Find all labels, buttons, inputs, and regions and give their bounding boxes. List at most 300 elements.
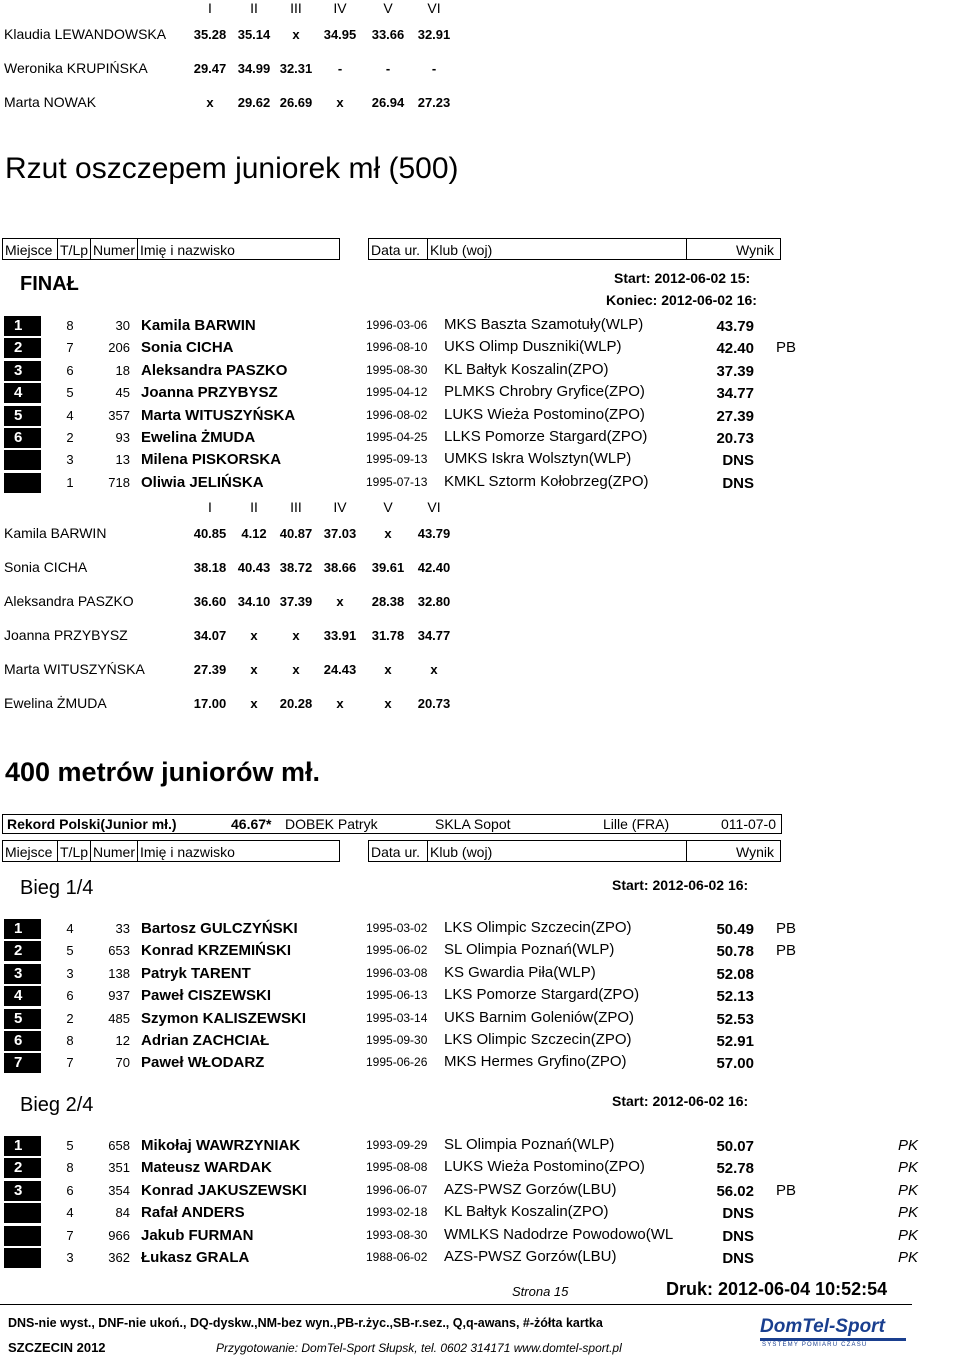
attempt-value: 39.61 (371, 560, 405, 575)
bib-number: 84 (115, 1205, 130, 1221)
lane: 8 (66, 318, 74, 333)
bib-number: 33 (115, 921, 130, 936)
bib-number: 653 (108, 943, 130, 959)
result-row (0, 918, 960, 940)
col-lane: T/Lp (57, 238, 91, 260)
result-row (0, 985, 960, 1007)
col-club: Klub (woj) (427, 840, 687, 862)
athlete-name: Weronika KRUPIŃSKA (4, 60, 148, 76)
domtel-logo (760, 1316, 908, 1350)
lane: 7 (66, 1227, 74, 1243)
result-row (0, 315, 960, 337)
birth-date: 1996-03-08 (366, 965, 428, 980)
attempt-col-label: II (250, 499, 258, 515)
attempt-value: 35.14 (237, 27, 271, 42)
attempt-value: 27.39 (193, 662, 227, 677)
attempt-value: 32.91 (417, 27, 451, 42)
qualification-note: PK (898, 1204, 919, 1222)
attempt-value: x (250, 628, 258, 643)
result: 37.39 (716, 362, 754, 380)
athlete-name: Paweł CISZEWSKI (141, 987, 272, 1005)
attempt-value: 29.62 (237, 95, 271, 110)
end-time: Koniec: 2012-06-02 16: (606, 292, 757, 308)
place-box: 2 (4, 1158, 41, 1178)
club: PLMKS Chrobry Gryfice(ZPO) (444, 383, 645, 401)
col-result: Wynik (686, 238, 781, 260)
result: DNS (722, 474, 754, 492)
athlete-name: Mikołaj WAWRZYNIAK (141, 1137, 301, 1154)
attempt-row (0, 695, 960, 717)
attempt-value: 24.43 (323, 662, 357, 677)
col-club: Klub (woj) (427, 238, 687, 260)
col-dob: Data ur. (368, 238, 428, 260)
print-date: Druk: 2012-06-04 10:52:54 (666, 1279, 888, 1299)
club: AZS-PWSZ Gorzów(LBU) (444, 1180, 617, 1198)
club: LKS Olimpic Szczecin(ZPO) (444, 919, 632, 936)
result-row (0, 1052, 960, 1074)
athlete-name: Łukasz GRALA (141, 1249, 250, 1266)
result-row (0, 940, 960, 962)
attempt-value: 33.66 (371, 27, 405, 42)
place-box (4, 473, 41, 493)
attempt-col-label: III (290, 0, 302, 16)
attempt-value: x (250, 662, 258, 677)
bib-number: 45 (115, 385, 130, 401)
attempt-value: 34.95 (323, 27, 357, 42)
lane: 6 (66, 1182, 74, 1198)
result: DNS (722, 452, 754, 470)
col-result: Wynik (686, 840, 781, 862)
birth-date: 1993-02-18 (366, 1205, 428, 1220)
birth-date: 1993-09-29 (366, 1138, 428, 1152)
result: 52.53 (716, 1010, 754, 1028)
lane: 4 (66, 921, 74, 936)
place-box: 5 (4, 1009, 41, 1029)
col-name: Imię i nazwisko (137, 840, 340, 862)
col-name: Imię i nazwisko (137, 238, 340, 260)
col-bib: Numer (90, 238, 138, 260)
athlete-name: Joanna PRZYBYSZ (4, 627, 128, 643)
athlete-name: Ewelina ŻMUDA (141, 429, 256, 446)
lane: 8 (66, 1033, 74, 1048)
qualification-note: PK (898, 1159, 919, 1177)
attempt-row (0, 559, 960, 581)
club: LKS Pomorze Stargard(ZPO) (444, 986, 640, 1004)
place-box: 2 (4, 941, 41, 961)
athlete-name: Adrian ZACHCIAŁ (141, 1032, 270, 1049)
birth-date: 1995-03-14 (366, 1010, 428, 1025)
attempt-row (0, 593, 960, 615)
attempt-col-label: V (383, 499, 393, 515)
club: MKS Hermes Gryfino(ZPO) (444, 1053, 627, 1071)
result: 34.77 (716, 385, 754, 403)
place-box (4, 450, 41, 470)
lane: 3 (66, 452, 74, 468)
athlete-name: Bartosz GULCZYŃSKI (141, 920, 298, 937)
attempt-value: 26.94 (371, 95, 405, 110)
athlete-name: Aleksandra PASZKO (4, 593, 134, 609)
result: 52.08 (716, 965, 754, 983)
lane: 7 (66, 1055, 74, 1071)
attempt-value: x (250, 696, 258, 711)
birth-date: 1995-08-30 (366, 362, 428, 377)
record-bar (2, 814, 782, 834)
club: WMLKS Nadodrze Powodowo(WL (444, 1225, 674, 1243)
athlete-name: Konrad KRZEMIŃSKI (141, 942, 291, 960)
record-holder: DOBEK Patryk (285, 816, 378, 832)
attempt-value: 27.23 (417, 95, 451, 110)
attempt-value: x (292, 628, 300, 643)
birth-date: 1995-09-30 (366, 1033, 428, 1047)
record-date: 011-07-0 (721, 816, 777, 832)
logo-sub: SYSTEMY POMIARU CZASU (762, 1342, 868, 1348)
place-box: 4 (4, 383, 41, 403)
heat2-start: Start: 2012-06-02 16: (612, 1093, 749, 1109)
club: LLKS Pomorze Stargard(ZPO) (444, 428, 648, 445)
club: LKS Olimpic Szczecin(ZPO) (444, 1031, 632, 1048)
place-box: 1 (4, 1136, 41, 1156)
lane: 1 (66, 474, 74, 490)
birth-date: 1995-08-08 (366, 1160, 428, 1175)
record-club: SKLA Sopot (435, 816, 511, 832)
attempt-value: x (292, 662, 300, 677)
attempt-value: 34.10 (237, 594, 271, 609)
result-row (0, 1247, 960, 1269)
athlete-name: Milena PISKORSKA (141, 451, 282, 469)
result-row (0, 1202, 960, 1224)
club: KS Gwardia Piła(WLP) (444, 963, 596, 981)
birth-date: 1995-04-25 (366, 430, 428, 444)
attempt-row (0, 627, 960, 649)
place-box: 6 (4, 428, 41, 448)
attempt-col-label: IV (333, 0, 347, 16)
attempt-value: 38.18 (193, 560, 227, 575)
birth-date: 1993-08-30 (366, 1227, 428, 1242)
attempt-row (0, 26, 960, 48)
athlete-name: Marta WITUSZYŃSKA (4, 661, 145, 677)
bib-number: 206 (108, 340, 130, 356)
col-lane: T/Lp (57, 840, 91, 862)
attempt-row (0, 661, 960, 683)
col-bib: Numer (90, 840, 138, 862)
attempt-value: - (337, 61, 343, 76)
bib-number: 138 (108, 965, 130, 981)
attempt-value: 38.72 (279, 560, 313, 575)
result-row (0, 382, 960, 404)
birth-date: 1995-06-02 (366, 943, 428, 958)
place-box: 1 (4, 316, 41, 336)
athlete-name: Sonia CICHA (141, 339, 234, 357)
record-note: PB (776, 942, 797, 960)
bib-number: 30 (115, 318, 130, 333)
lane: 5 (66, 1138, 74, 1153)
attempt-col-label: II (250, 0, 258, 16)
attempt-value: 35.28 (193, 27, 227, 42)
result: DNS (722, 1227, 754, 1245)
lane: 2 (66, 430, 74, 445)
athlete-name: Rafał ANDERS (141, 1204, 245, 1222)
place-box: 3 (4, 964, 41, 984)
record-note: PB (776, 1181, 797, 1199)
result-row (0, 1157, 960, 1179)
bib-number: 18 (115, 362, 130, 378)
record-value: 46.67* (231, 816, 272, 832)
result-row (0, 1030, 960, 1052)
event-title-javelin: Rzut oszczepem juniorek mł (500) (5, 152, 459, 185)
record-note: PB (776, 339, 797, 357)
lane: 2 (66, 1010, 74, 1026)
heat1-start: Start: 2012-06-02 16: (612, 877, 749, 893)
attempt-col-label: I (208, 0, 212, 16)
attempt-value: 31.78 (371, 628, 405, 643)
attempt-value: 37.03 (323, 526, 357, 541)
birth-date: 1995-04-12 (366, 385, 428, 400)
place-box: 5 (4, 406, 41, 426)
athlete-name: Kamila BARWIN (4, 525, 107, 541)
club: UKS Barnim Goleniów(ZPO) (444, 1008, 635, 1026)
attempt-value: x (384, 662, 392, 677)
place-box: 1 (4, 919, 41, 939)
athlete-name: Mateusz WARDAK (141, 1159, 272, 1177)
birth-date: 1995-06-26 (366, 1055, 428, 1070)
attempt-value: 40.87 (279, 526, 313, 541)
result-row (0, 337, 960, 359)
result-row (0, 472, 960, 494)
attempt-value: x (430, 662, 438, 677)
attempt-value: 40.85 (193, 526, 227, 541)
result: 42.40 (716, 340, 754, 358)
lane: 4 (66, 1205, 74, 1221)
attempt-value: - (385, 61, 391, 76)
attempt-col-label: III (290, 499, 302, 515)
qualification-note: PK (898, 1137, 919, 1154)
athlete-name: Kamila BARWIN (141, 317, 256, 334)
col-place: Miejsce (2, 238, 58, 260)
bib-number: 12 (115, 1033, 130, 1048)
bib-number: 937 (108, 988, 130, 1004)
athlete-name: Sonia CICHA (4, 559, 88, 575)
record-note: PB (776, 920, 797, 937)
club: UMKS Iskra Wolsztyn(WLP) (444, 450, 632, 468)
attempt-header (0, 499, 960, 521)
result-row (0, 1180, 960, 1202)
footer-divider (0, 1304, 912, 1305)
bib-number: 93 (115, 430, 130, 445)
attempt-col-label: V (383, 0, 393, 16)
start-time: Start: 2012-06-02 15: (614, 270, 751, 286)
attempt-value: x (336, 95, 344, 110)
birth-date: 1995-07-13 (366, 474, 428, 489)
record-place: Lille (FRA) (603, 816, 670, 832)
attempt-row (0, 60, 960, 82)
attempt-value: 26.69 (279, 95, 313, 110)
bib-number: 13 (115, 452, 130, 468)
athlete-name: Joanna PRZYBYSZ (141, 384, 278, 402)
club: KL Bałtyk Koszalin(ZPO) (444, 360, 609, 378)
bib-number: 357 (108, 407, 130, 423)
club: AZS-PWSZ Gorzów(LBU) (444, 1248, 617, 1265)
athlete-name: Klaudia LEWANDOWSKA (4, 26, 167, 42)
attempt-value: 32.31 (279, 61, 313, 76)
lane: 5 (66, 943, 74, 959)
qualification-note: PK (898, 1249, 919, 1266)
athlete-name: Szymon KALISZEWSKI (141, 1009, 307, 1027)
result: DNS (722, 1250, 754, 1267)
attempt-value: 43.79 (417, 526, 451, 541)
result: 50.07 (716, 1138, 754, 1155)
lane: 3 (66, 1250, 74, 1265)
result: 52.78 (716, 1160, 754, 1178)
place-box: 3 (4, 361, 41, 381)
attempt-header (0, 0, 960, 22)
result: 27.39 (716, 407, 754, 425)
lane: 3 (66, 965, 74, 981)
athlete-name: Aleksandra PASZKO (141, 361, 288, 379)
athlete-name: Oliwia JELIŃSKA (141, 473, 264, 491)
attempt-value: 36.60 (193, 594, 227, 609)
athlete-name: Konrad JAKUSZEWSKI (141, 1181, 307, 1199)
result: 52.91 (716, 1033, 754, 1050)
attempt-value: x (336, 594, 344, 609)
result-row (0, 1225, 960, 1247)
athlete-name: Marta NOWAK (4, 94, 97, 110)
result-row (0, 963, 960, 985)
attempt-row (0, 94, 960, 116)
result: 57.00 (716, 1055, 754, 1073)
attempt-value: 34.07 (193, 628, 227, 643)
athlete-name: Ewelina ŻMUDA (4, 695, 107, 711)
attempt-value: 38.66 (323, 560, 357, 575)
record-label: Rekord Polski(Junior mł.) (7, 816, 177, 832)
birth-date: 1996-08-10 (366, 340, 428, 355)
lane: 6 (66, 362, 74, 378)
attempt-value: 20.73 (417, 696, 451, 711)
bib-number: 718 (108, 474, 130, 490)
logo-bar (760, 1338, 906, 1341)
attempt-col-label: VI (427, 499, 441, 515)
result-row (0, 449, 960, 471)
bib-number: 485 (108, 1010, 130, 1026)
col-dob: Data ur. (368, 840, 428, 862)
round-title: FINAŁ (20, 273, 79, 295)
club: SL Olimpia Poznań(WLP) (444, 941, 615, 959)
attempt-value: x (384, 696, 392, 711)
event-title-400m: 400 metrów juniorów mł. (5, 757, 321, 787)
attempt-value: 29.47 (193, 61, 227, 76)
col-place: Miejsce (2, 840, 58, 862)
birth-date: 1995-09-13 (366, 452, 428, 467)
birth-date: 1996-08-02 (366, 407, 428, 422)
birth-date: 1996-03-06 (366, 318, 428, 332)
birth-date: 1995-03-02 (366, 921, 428, 935)
attempt-value: 20.28 (279, 696, 313, 711)
result-row (0, 1135, 960, 1157)
bib-number: 658 (108, 1138, 130, 1153)
attempt-value: x (292, 27, 300, 42)
lane: 6 (66, 988, 74, 1004)
attempt-value: 17.00 (193, 696, 227, 711)
attempt-value: x (206, 95, 214, 110)
club: UKS Olimp Duszniki(WLP) (444, 338, 622, 356)
place-box: 3 (4, 1181, 41, 1201)
attempt-value: 40.43 (237, 560, 271, 575)
place-box (4, 1248, 41, 1268)
club: LUKS Wieża Postomino(ZPO) (444, 1158, 645, 1176)
heat1-title: Bieg 1/4 (20, 877, 94, 899)
lane: 8 (66, 1160, 74, 1176)
attempt-value: 37.39 (279, 594, 313, 609)
athlete-name: Paweł WŁODARZ (141, 1054, 265, 1072)
club: MKS Baszta Szamotuły(WLP) (444, 316, 644, 333)
qualification-note: PK (898, 1226, 919, 1244)
lane: 5 (66, 385, 74, 401)
athlete-name: Jakub FURMAN (141, 1226, 254, 1244)
place-box: 2 (4, 338, 41, 358)
athlete-name: Marta WITUSZYŃSKA (141, 406, 296, 424)
place-box: 6 (4, 1031, 41, 1051)
bib-number: 351 (108, 1160, 130, 1176)
attempt-value: x (336, 696, 344, 711)
heat2-title: Bieg 2/4 (20, 1094, 94, 1116)
lane: 4 (66, 407, 74, 423)
attempt-value: 34.99 (237, 61, 271, 76)
bib-number: 70 (115, 1055, 130, 1071)
result: 20.73 (716, 430, 754, 447)
bib-number: 354 (108, 1182, 130, 1198)
attempt-value: x (384, 526, 392, 541)
logo-text: DomTel-Sport (760, 1316, 885, 1337)
result: 50.49 (716, 921, 754, 938)
bib-number: 362 (108, 1250, 130, 1265)
birth-date: 1988-06-02 (366, 1250, 428, 1264)
bib-number: 966 (108, 1227, 130, 1243)
attempt-col-label: VI (427, 0, 441, 16)
attempt-col-label: I (208, 499, 212, 515)
birth-date: 1996-06-07 (366, 1182, 428, 1197)
footer-prep: Przygotowanie: DomTel-Sport Słupsk, tel. 0602 314171 www.domtel-sport.pl (216, 1341, 622, 1355)
attempt-value: 34.77 (417, 628, 451, 643)
club: KL Bałtyk Koszalin(ZPO) (444, 1203, 609, 1221)
club: KMKL Sztorm Kołobrzeg(ZPO) (444, 472, 649, 490)
place-box: 7 (4, 1053, 41, 1073)
attempt-value: 28.38 (371, 594, 405, 609)
footer-city: SZCZECIN 2012 (8, 1340, 106, 1355)
legend: DNS-nie wyst., DNF-nie ukoń., DQ-dyskw.,NM-bez wyn.,PB-r.życ.,SB-r.sez., Q,q-awans, #-żółta kartka (8, 1316, 603, 1330)
place-box (4, 1226, 41, 1246)
attempt-value: 32.80 (417, 594, 451, 609)
place-box: 4 (4, 986, 41, 1006)
result-row (0, 405, 960, 427)
club: LUKS Wieża Postomino(ZPO) (444, 405, 645, 423)
club: SL Olimpia Poznań(WLP) (444, 1136, 615, 1153)
place-box (4, 1203, 41, 1223)
result-row (0, 360, 960, 382)
attempt-row (0, 525, 960, 547)
attempt-value: 4.12 (241, 526, 267, 541)
athlete-name: Patryk TARENT (141, 964, 251, 982)
attempt-value: - (431, 61, 437, 76)
result: 56.02 (716, 1182, 754, 1200)
lane: 7 (66, 340, 74, 356)
attempt-value: 42.40 (417, 560, 451, 575)
result-row (0, 1008, 960, 1030)
attempt-value: 33.91 (323, 628, 357, 643)
result: 43.79 (716, 318, 754, 335)
attempt-col-label: IV (333, 499, 347, 515)
result: 52.13 (716, 988, 754, 1006)
result-row (0, 427, 960, 449)
qualification-note: PK (898, 1181, 919, 1199)
